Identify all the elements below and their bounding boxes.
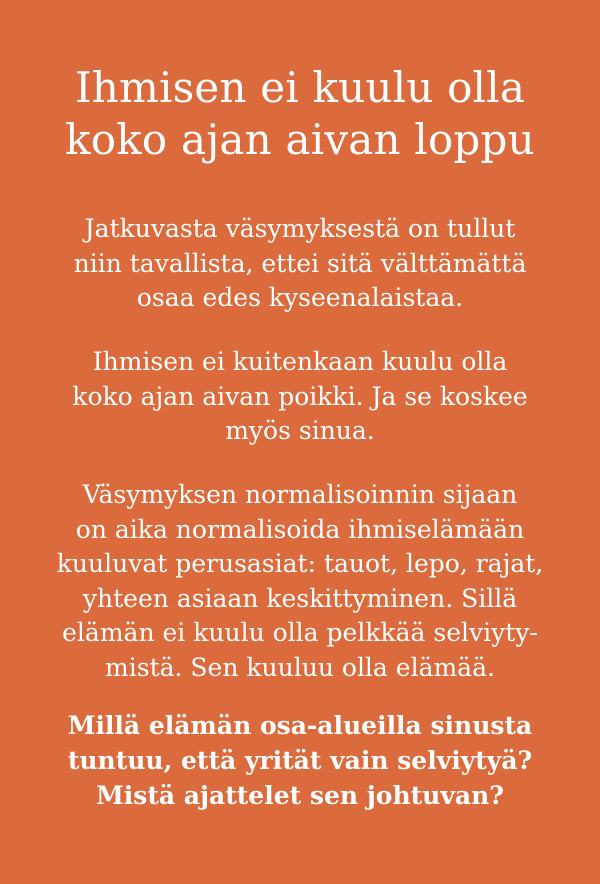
question-line: Mistä ajattelet sen johtuvan? <box>96 781 504 810</box>
paragraph-line: koko ajan aivan poikki. Ja se koskee <box>72 381 528 411</box>
paragraph-line: Jatkuvasta väsymyksestä on tullut <box>84 214 516 243</box>
title-line: Ihmisen ei kuulu olla <box>74 63 526 112</box>
reflection-question <box>0 708 600 813</box>
paragraph-line: myös sinua. <box>225 416 375 445</box>
paragraph-line: elämän ei kuulu olla pelkkää selviyty- <box>62 618 538 647</box>
question-line: tuntuu, että yrität vain selviytyä? <box>67 746 533 775</box>
paragraph-normalize <box>0 478 600 685</box>
paragraph-line: Ihmisen ei kuitenkaan kuulu olla <box>92 347 508 376</box>
question-line: Millä elämän osa-alueilla sinusta <box>67 711 533 740</box>
title-line: koko ajan aivan loppu <box>65 115 535 164</box>
paragraph-line: on aika normalisoida ihmiselämään <box>75 514 525 544</box>
page-title <box>0 62 600 166</box>
paragraph-line: yhteen asiaan keskittyminen. Sillä <box>82 583 518 613</box>
paragraph-line: osaa edes kyseenalaistaa. <box>136 283 464 312</box>
paragraph-intro <box>0 212 600 316</box>
paragraph-line: kuuluvat perusasiat: tauot, lepo, rajat, <box>56 549 544 578</box>
paragraph-line: niin tavallista, ettei sitä välttämättä <box>73 248 527 278</box>
paragraph-line: Väsymyksen normalisoinnin sijaan <box>82 480 518 509</box>
paragraph-line: mistä. Sen kuuluu olla elämää. <box>105 652 495 682</box>
paragraph-you-too <box>0 345 600 449</box>
